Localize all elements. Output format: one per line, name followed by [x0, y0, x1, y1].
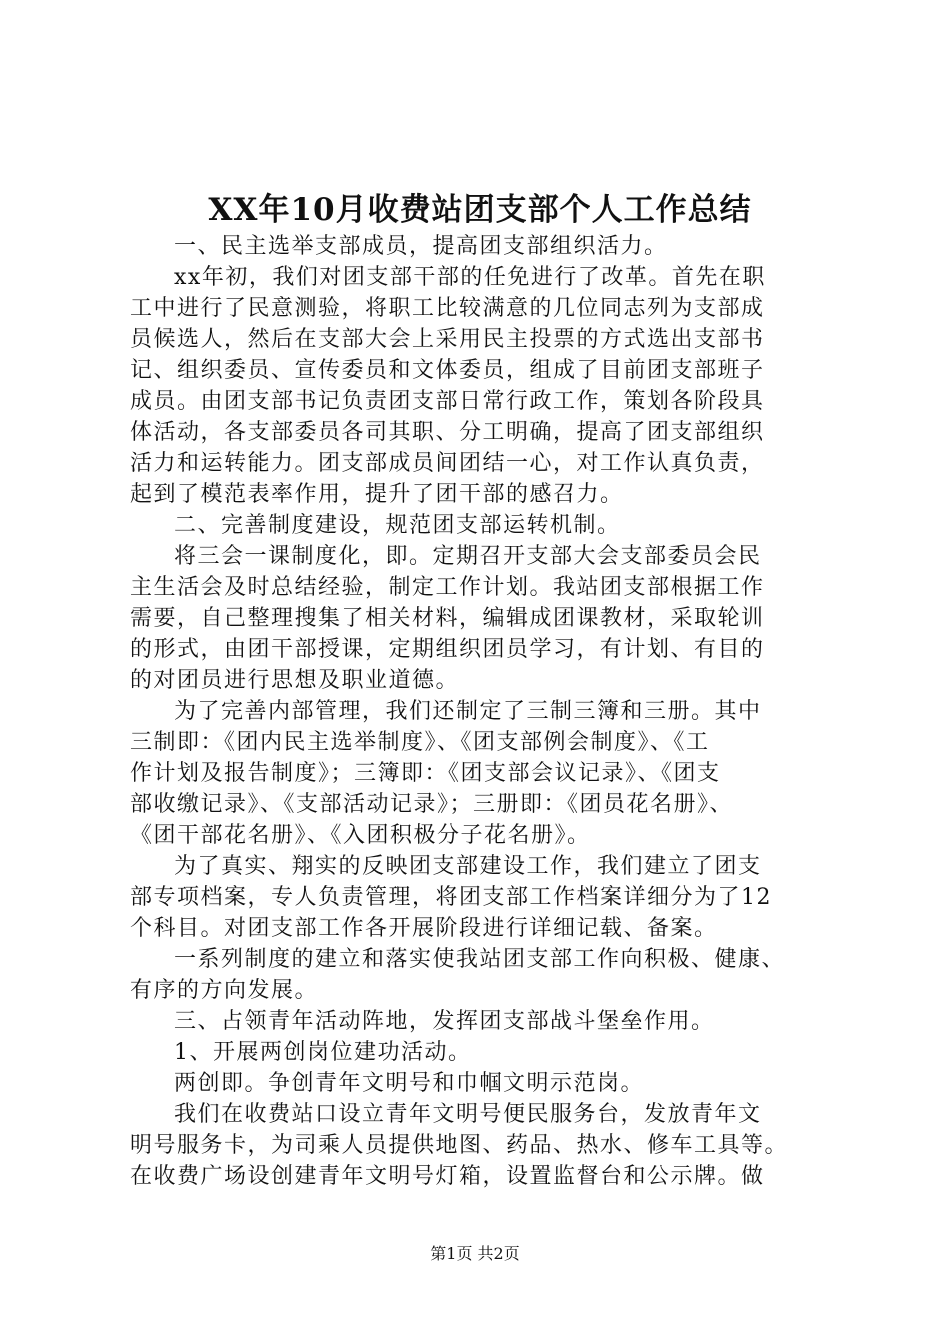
paragraph-line: 需要，自己整理搜集了相关材料，编辑成团课教材，采取轮训: [130, 606, 765, 631]
paragraph-line: 起到了模范表率作用，提升了团干部的感召力。: [130, 482, 624, 507]
section-heading-3: 三、占领青年活动阵地，发挥团支部战斗堡垒作用。: [174, 1009, 715, 1034]
section-heading-2: 二、完善制度建设，规范团支部运转机制。: [174, 513, 621, 538]
paragraph-line: 工中进行了民意测验，将职工比较满意的几位同志列为支部成: [130, 296, 765, 321]
paragraph-line: 记、组织委员、宣传委员和文体委员，组成了目前团支部班子: [130, 358, 765, 383]
paragraph-line: xx年初，我们对团支部干部的任免进行了改革。首先在职: [174, 265, 766, 290]
paragraph-line: 我们在收费站口设立青年文明号便民服务台，发放青年文: [174, 1102, 762, 1127]
page-number-footer: 第1页 共2页: [430, 1244, 520, 1263]
document-title: XX年10月收费站团支部个人工作总结: [208, 192, 752, 228]
paragraph-line: 为了完善内部管理，我们还制定了三制三簿和三册。其中: [174, 699, 762, 724]
paragraph-line: 将三会一课制度化，即。定期召开支部大会支部委员会民: [174, 544, 762, 569]
paragraph-line: 三制即：《团内民主选举制度》、《团支部例会制度》、《工: [130, 730, 710, 755]
paragraph-line: 在收费广场设创建青年文明号灯箱，设置监督台和公示牌。做: [130, 1164, 765, 1189]
paragraph-line: 明号服务卡，为司乘人员提供地图、药品、热水、修车工具等。: [130, 1133, 789, 1158]
paragraph-line: 部专项档案，专人负责管理，将团支部工作档案详细分为了12: [130, 885, 772, 910]
paragraph-line: 活力和运转能力。团支部成员间团结一心，对工作认真负责，: [130, 451, 765, 476]
paragraph-line: 体活动，各支部委员各司其职、分工明确，提高了团支部组织: [130, 420, 765, 445]
paragraph-line: 有序的方向发展。: [130, 978, 319, 1003]
paragraph-line: 《团干部花名册》、《入团积极分子花名册》。: [130, 823, 591, 848]
paragraph-line: 两创即。争创青年文明号和巾帼文明示范岗。: [174, 1071, 645, 1096]
subsection-heading: 1、开展两创岗位建功活动。: [174, 1040, 472, 1065]
paragraph-line: 成员。由团支部书记负责团支部日常行政工作，策划各阶段具: [130, 389, 765, 414]
paragraph-line: 为了真实、翔实的反映团支部建设工作，我们建立了团支: [174, 854, 762, 879]
paragraph-line: 的形式，由团干部授课，定期组织团员学习，有计划、有目的: [130, 637, 765, 662]
paragraph-line: 员候选人，然后在支部大会上采用民主投票的方式选出支部书: [130, 327, 765, 352]
paragraph-line: 部收缴记录》、《支部活动记录》；三册即：《团员花名册》、: [130, 792, 734, 817]
paragraph-line: 主生活会及时总结经验，制定工作计划。我站团支部根据工作: [130, 575, 765, 600]
document-body: [130, 231, 830, 1192]
paragraph-line: 一系列制度的建立和落实使我站团支部工作向积极、健康、: [174, 947, 786, 972]
paragraph-line: 个科目。对团支部工作各开展阶段进行详细记载、备案。: [130, 916, 718, 941]
paragraph-line: 的对团员进行思想及职业道德。: [130, 668, 460, 693]
paragraph-line: 作计划及报告制度》；三簿即：《团支部会议记录》、《团支: [130, 761, 721, 786]
section-heading-1: 一、民主选举支部成员，提高团支部组织活力。: [174, 234, 668, 259]
